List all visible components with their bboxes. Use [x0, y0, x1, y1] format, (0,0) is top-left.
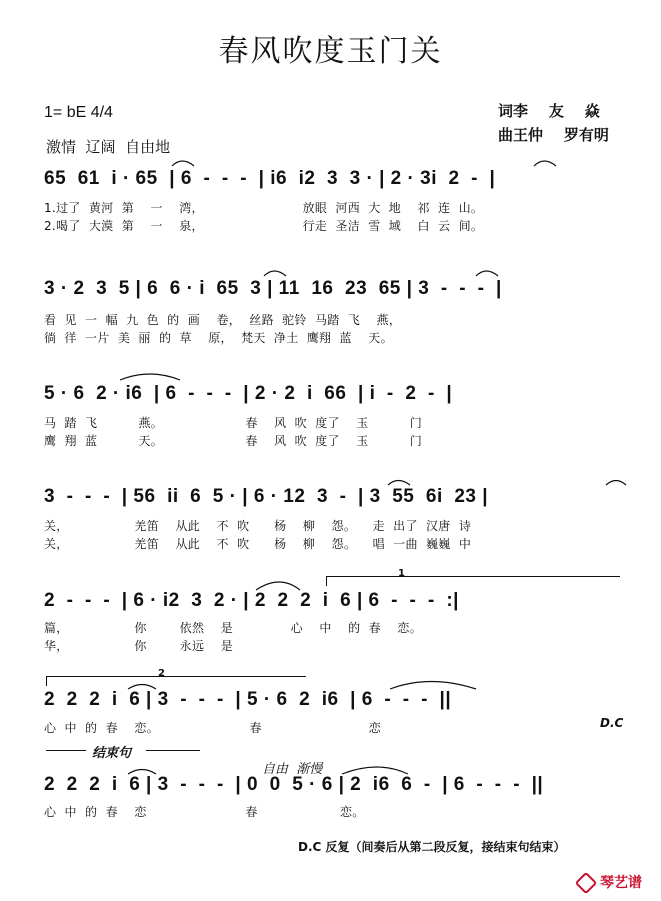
composer-credit: 曲王仲 罗有明	[498, 126, 609, 144]
tempo-mood: 激情 辽阔 自由地	[46, 138, 171, 156]
notation-row-4: 3 - - - | 56 ii 6 5 · | 6 · 12 3 - | 3 55 6i 23 |	[44, 486, 489, 507]
lyric-row-4a: 关， 羌笛 从此 不 吹 杨 柳 怨。 走 出了 汉唐 诗	[44, 519, 472, 533]
lyric-row-3b: 鹰 翔 蓝 天。 春 风 吹 度了 玉 门	[44, 434, 423, 448]
notation-row-6: 2 2 2 i 6 | 3 - - - | 5 · 6 2 i6 | 6 - - - ||	[44, 689, 452, 710]
notation-row-7: 2 2 2 i 6 | 3 - - - | 0 0 5 · 6 | 2 i6 6 - | 6 - - - ||	[44, 774, 544, 795]
lyricist-credit: 词李 友 焱	[498, 102, 600, 120]
page-title: 春风吹度玉门关	[218, 34, 443, 69]
lyric-row-2a: 看 见 一 幅 九 色 的 画 卷， 丝路 驼铃 马踏 飞 燕，	[44, 313, 402, 327]
notation-row-2: 3 · 2 3 5 | 6 6 · i 65 3 | 11 16 23 65 | 3 - - - |	[44, 278, 502, 299]
key-signature: 1= bE 4/4	[44, 104, 113, 121]
notation-row-1: 65 61 i · 65 | 6 - - - | i6 i2 3 3 · | 2 · 3i 2 - |	[44, 168, 496, 189]
lyric-row-7: 心 中 的 春 恋 春 恋。	[44, 805, 365, 819]
logo-icon	[575, 872, 598, 895]
lyric-row-5b: 华， 你 永远 是	[44, 639, 234, 653]
tempo-mark: 自由 渐慢	[262, 762, 323, 777]
lyric-row-4b: 关， 羌笛 从此 不 吹 杨 柳 怨。 唱 一曲 巍巍 中	[44, 537, 472, 551]
notation-row-3: 5 · 6 2 · i6 | 6 - - - | 2 · 2 i 66 | i - 2 - |	[44, 383, 453, 404]
notation-row-5: 2 - - - | 6 · i2 3 2 · | 2 2 2 i 6 | 6 - - - :|	[44, 590, 459, 611]
lyric-row-3a: 马 踏 飞 燕。 春 风 吹 度了 玉 门	[44, 416, 423, 430]
lyric-row-5a: 篇， 你 依然 是 心 中 的 春 恋。	[44, 621, 423, 635]
footer-note: D.C 反复（间奏后从第二段反复，接结束句结束）	[298, 840, 566, 854]
lyric-row-6: 心 中 的 春 恋。 春 恋	[44, 721, 382, 735]
logo-text: 琴艺谱	[600, 875, 642, 891]
site-logo	[578, 872, 642, 892]
volta-1-number: 1	[398, 568, 405, 579]
dc-mark: D.C	[600, 716, 624, 730]
ending-label: 结束句	[92, 746, 132, 761]
lyric-row-1a: 1.过了 黄河 第 一 湾， 放眼 河西 大 地 祁 连 山。	[44, 201, 484, 215]
lyric-row-2b: 徜 徉 一片 美 丽 的 草 原， 梵天 净土 鹰翔 蓝 天。	[44, 331, 393, 345]
lyric-row-1b: 2.喝了 大漠 第 一 泉， 行走 圣洁 雪 域 白 云 间。	[44, 219, 484, 233]
volta-2-number: 2	[158, 668, 165, 679]
